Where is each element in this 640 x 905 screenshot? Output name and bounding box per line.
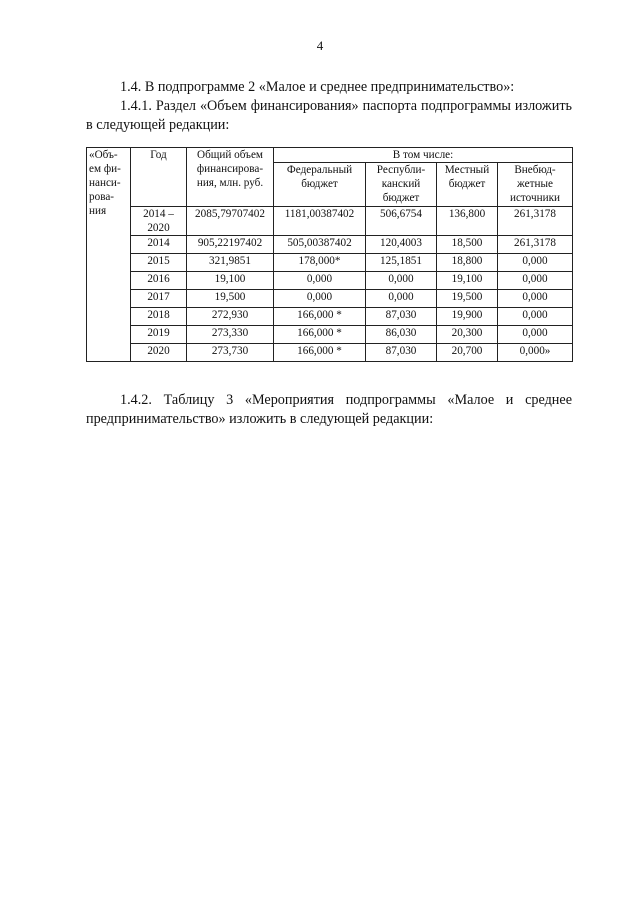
cell-extra: 0,000 [498,308,573,326]
cell-year: 2015 [131,254,187,272]
cell-extra: 0,000 [498,326,573,344]
cell-year: 2016 [131,272,187,290]
cell-republic: 120,4003 [366,236,437,254]
header-including: В том числе: [274,148,573,163]
cell-federal: 166,000 * [274,308,366,326]
cell-extra: 261,3178 [498,236,573,254]
table-row [87,326,573,344]
paragraph-1-4-2: 1.4.2. Таблицу 3 «Мероприятия подпрограммы «Малое и среднее предпринимательство» изложить в следующей редакции: [86,392,572,427]
cell-republic: 506,6754 [366,207,437,236]
cell-federal: 505,00387402 [274,236,366,254]
cell-total: 273,730 [187,344,274,362]
cell-republic: 87,030 [366,344,437,362]
header-extra: Внебюд-жетные источники [498,163,573,207]
financing-table [86,147,573,362]
cell-local: 18,500 [437,236,498,254]
page-number: 4 [316,38,324,53]
cell-republic: 0,000 [366,272,437,290]
cell-total: 321,9851 [187,254,274,272]
cell-year: 2014 [131,236,187,254]
table-row [87,207,573,236]
header-year: Год [131,148,187,207]
header-local: Местный бюджет [437,163,498,207]
cell-year: 2014 – 2020 [131,207,187,236]
paragraph-1-4: 1.4. В подпрограмме 2 «Малое и среднее предпринимательство»: [120,79,515,95]
paragraph-1-4-1: 1.4.1. Раздел «Объем финансирования» паспорта подпрограммы изложить в следующей редакции: [86,98,572,133]
cell-extra: 261,3178 [498,207,573,236]
cell-total: 905,22197402 [187,236,274,254]
cell-republic: 86,030 [366,326,437,344]
cell-extra: 0,000 [498,290,573,308]
table-row [87,344,573,362]
cell-republic: 125,1851 [366,254,437,272]
cell-year: 2018 [131,308,187,326]
table-row [87,290,573,308]
row-label-cell: «Объ-ем фи-нанси-рова-ния [87,148,131,362]
cell-total: 19,100 [187,272,274,290]
cell-local: 19,100 [437,272,498,290]
cell-local: 19,900 [437,308,498,326]
cell-local: 136,800 [437,207,498,236]
table-row [87,236,573,254]
cell-total: 272,930 [187,308,274,326]
cell-total: 273,330 [187,326,274,344]
cell-federal: 178,000* [274,254,366,272]
header-federal: Федеральный бюджет [274,163,366,207]
table-row [87,254,573,272]
cell-total: 2085,79707402 [187,207,274,236]
header-total: Общий объем финансирова-ния, млн. руб. [187,148,274,207]
cell-year: 2019 [131,326,187,344]
cell-extra: 0,000 [498,272,573,290]
table-row [87,308,573,326]
cell-local: 19,500 [437,290,498,308]
cell-republic: 0,000 [366,290,437,308]
cell-republic: 87,030 [366,308,437,326]
cell-federal: 166,000 * [274,326,366,344]
cell-total: 19,500 [187,290,274,308]
cell-federal: 0,000 [274,290,366,308]
table-row [87,272,573,290]
cell-year: 2020 [131,344,187,362]
cell-year: 2017 [131,290,187,308]
header-republic: Республи-канский бюджет [366,163,437,207]
cell-federal: 1181,00387402 [274,207,366,236]
cell-local: 20,700 [437,344,498,362]
cell-local: 20,300 [437,326,498,344]
cell-federal: 166,000 * [274,344,366,362]
cell-extra: 0,000» [498,344,573,362]
cell-extra: 0,000 [498,254,573,272]
cell-local: 18,800 [437,254,498,272]
cell-federal: 0,000 [274,272,366,290]
